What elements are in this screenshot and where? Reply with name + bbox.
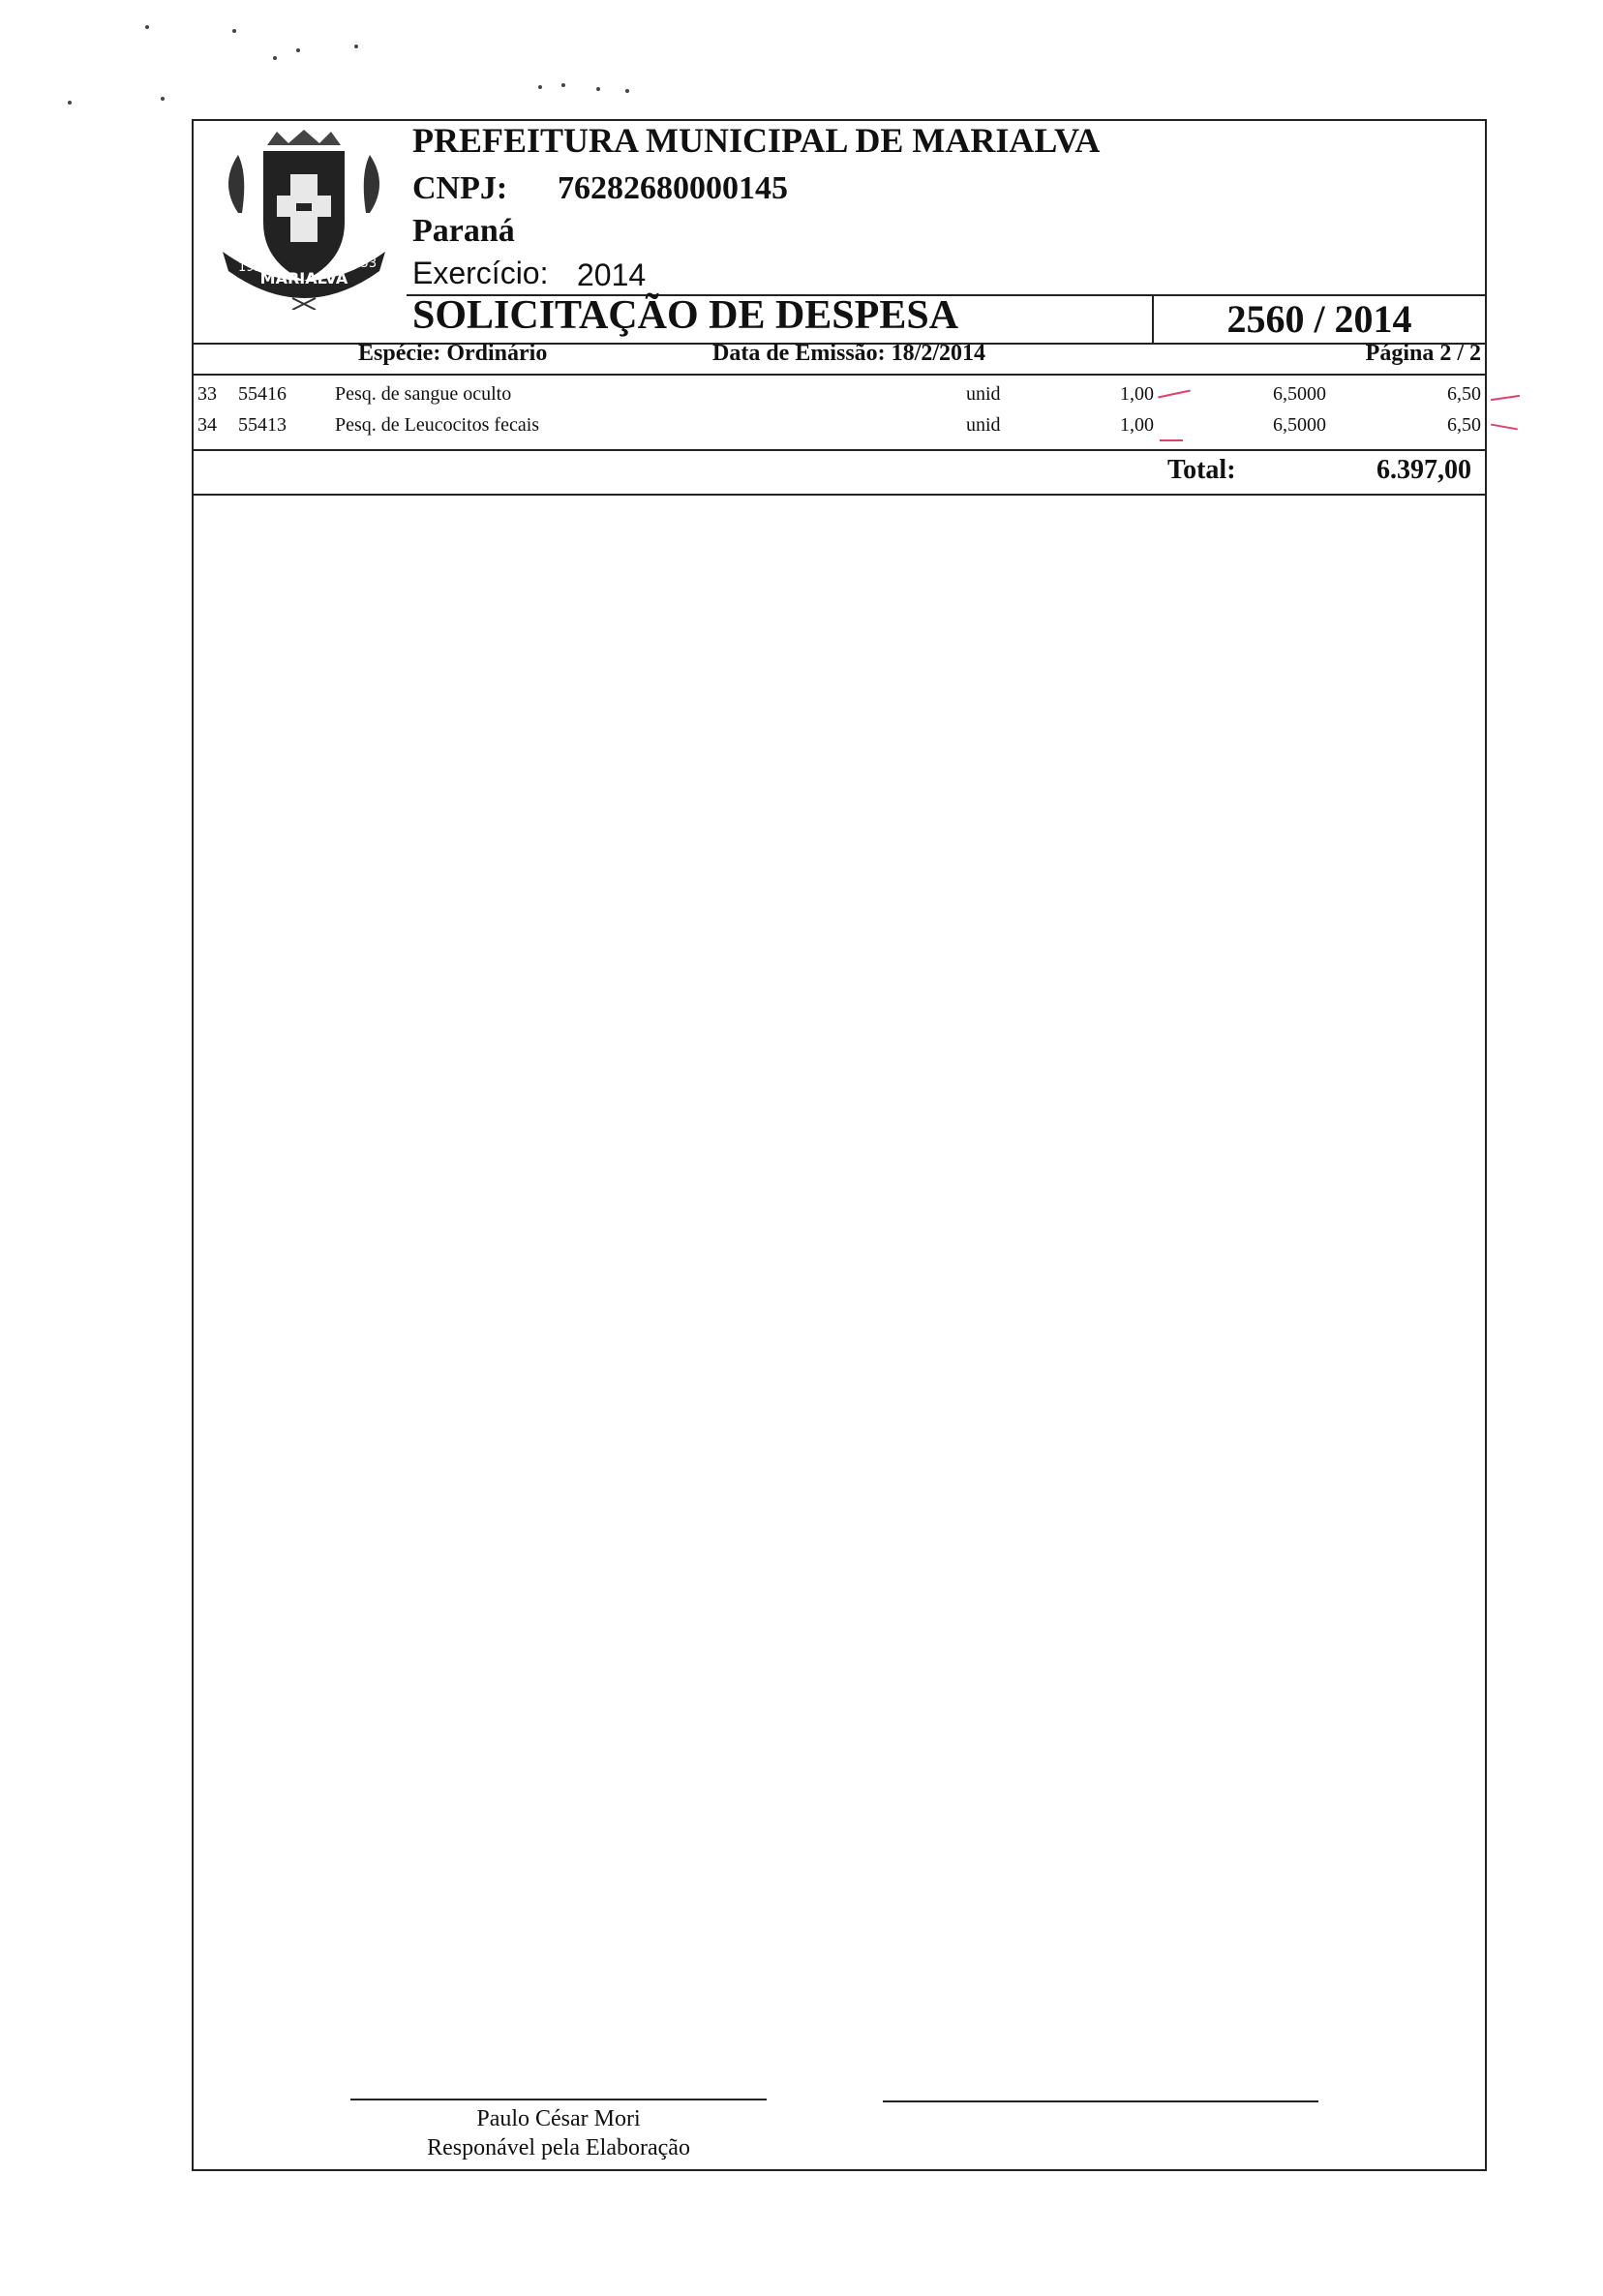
- item-total: 6,50: [1447, 383, 1481, 405]
- scan-speck: [273, 56, 277, 60]
- item-seq: 33: [197, 383, 217, 405]
- state-name: Paraná: [412, 213, 515, 249]
- item-quantity: 1,00: [1120, 383, 1154, 405]
- municipal-seal-icon: [209, 126, 399, 310]
- scan-speck: [296, 48, 300, 52]
- pen-check-mark: [1160, 439, 1183, 441]
- exercise-label: Exercício:: [412, 256, 549, 290]
- total-value: 6.397,00: [1376, 455, 1471, 485]
- scan-speck: [68, 101, 72, 105]
- item-quantity: 1,00: [1120, 414, 1154, 436]
- scan-speck: [145, 25, 149, 29]
- pen-check-mark: [1491, 424, 1518, 431]
- seal-year-left: 1951: [238, 260, 271, 275]
- document-title: SOLICITAÇÃO DE DESPESA: [412, 293, 959, 338]
- item-unit-price: 6,5000: [1273, 414, 1326, 436]
- scan-speck: [561, 83, 565, 87]
- municipality-title: PREFEITURA MUNICIPAL DE MARIALVA: [412, 121, 1101, 160]
- item-total: 6,50: [1447, 414, 1481, 436]
- document-number: 2560 / 2014: [1226, 297, 1412, 341]
- seal-year-right: 1953: [345, 257, 378, 271]
- item-description: Pesq. de sangue oculto: [335, 383, 512, 405]
- issue-date: Data de Emissão: 18/2/2014: [712, 341, 985, 366]
- exercise-value: 2014: [577, 257, 647, 292]
- seal-text: MARIALVA: [259, 269, 348, 287]
- scan-speck: [232, 29, 236, 33]
- meta-divider: [192, 374, 1487, 376]
- page-indicator: Página 2 / 2: [1365, 341, 1481, 366]
- scan-speck: [625, 89, 629, 93]
- signature-line-second: [883, 2100, 1318, 2102]
- item-code: 55416: [238, 383, 287, 405]
- signature-line-elaboration: [350, 2099, 767, 2100]
- item-code: 55413: [238, 414, 287, 436]
- total-divider: [192, 494, 1487, 496]
- signer-role: Responável pela Elaboração: [427, 2135, 690, 2160]
- scan-speck: [161, 97, 165, 101]
- scan-speck: [354, 45, 358, 48]
- scan-speck: [538, 85, 542, 89]
- items-divider: [192, 449, 1487, 451]
- item-description: Pesq. de Leucocitos fecais: [335, 414, 540, 436]
- species-label: Espécie: Ordinário: [358, 341, 548, 366]
- item-unit: unid: [966, 414, 1001, 436]
- pen-check-mark: [1491, 395, 1520, 401]
- item-seq: 34: [197, 414, 217, 436]
- cnpj-label: CNPJ:: [412, 170, 508, 206]
- item-unit: unid: [966, 383, 1001, 405]
- cnpj-value: 76282680000145: [558, 170, 788, 206]
- signer-name: Paulo César Mori: [476, 2106, 641, 2131]
- total-label: Total:: [1167, 455, 1236, 485]
- item-unit-price: 6,5000: [1273, 383, 1326, 405]
- scan-speck: [596, 87, 600, 91]
